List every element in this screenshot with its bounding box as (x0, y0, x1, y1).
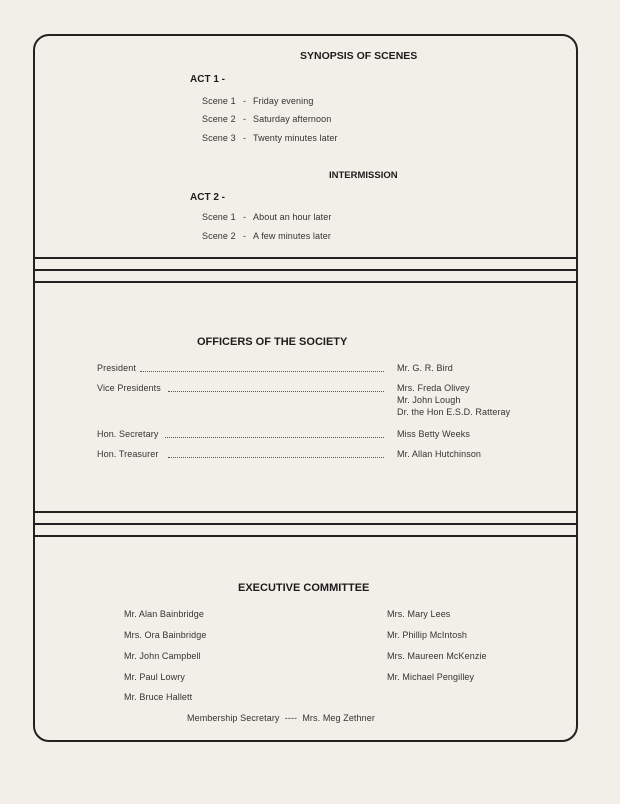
act1-scene2-label: Scene 2 (202, 114, 236, 124)
officer-role-treasurer: Hon. Treasurer (97, 449, 159, 459)
officer-name-vp1: Mrs. Freda Olivey (397, 383, 470, 393)
officer-name-vp3: Dr. the Hon E.S.D. Ratteray (397, 407, 511, 417)
divider-rule (33, 269, 578, 271)
dotted-leader (165, 437, 384, 438)
officer-name-secretary: Miss Betty Weeks (397, 429, 470, 439)
officers-title: OFFICERS OF THE SOCIETY (197, 336, 348, 348)
synopsis-title: SYNOPSIS OF SCENES (300, 50, 418, 62)
act1-scene3-desc: Twenty minutes later (253, 133, 338, 143)
committee-member: Mr. Bruce Hallett (124, 692, 193, 702)
divider-rule (33, 281, 578, 283)
committee-member: Mrs. Mary Lees (387, 609, 451, 619)
committee-title: EXECUTIVE COMMITTEE (238, 582, 370, 594)
intermission-label: INTERMISSION (329, 170, 398, 181)
committee-member: Mr. Alan Bainbridge (124, 609, 204, 619)
committee-member: Mr. John Campbell (124, 651, 201, 661)
act1-scene1-sep: - (243, 96, 247, 106)
act1-scene3-label: Scene 3 (202, 133, 236, 143)
officer-role-vice-presidents: Vice Presidents (97, 383, 161, 393)
act1-scene2-sep: - (243, 114, 247, 124)
committee-member: Mrs. Maureen McKenzie (387, 651, 487, 661)
act2-scene2-label: Scene 2 (202, 231, 236, 241)
divider-rule (33, 535, 578, 537)
act2-scene1-sep: - (243, 212, 247, 222)
officer-role-president: President (97, 363, 136, 373)
act2-scene2-sep: - (243, 231, 247, 241)
act2-scene1-desc: About an hour later (253, 212, 332, 222)
committee-member: Mr. Phillip McIntosh (387, 630, 468, 640)
committee-member: Mrs. Ora Bainbridge (124, 630, 207, 640)
act1-scene2-desc: Saturday afternoon (253, 114, 332, 124)
divider-rule (33, 511, 578, 513)
dotted-leader (168, 391, 384, 392)
act2-scene2-desc: A few minutes later (253, 231, 331, 241)
act2-scene1-label: Scene 1 (202, 212, 236, 222)
act1-label: ACT 1 - (190, 74, 225, 85)
officer-name-president: Mr. G. R. Bird (397, 363, 453, 373)
divider-rule (33, 523, 578, 525)
committee-member: Mr. Michael Pengilley (387, 672, 475, 682)
officer-name-vp2: Mr. John Lough (397, 395, 461, 405)
act1-scene1-desc: Friday evening (253, 96, 314, 106)
act2-label: ACT 2 - (190, 192, 225, 203)
membership-secretary: Membership Secretary ---- Mrs. Meg Zethner (187, 713, 375, 723)
officer-role-secretary: Hon. Secretary (97, 429, 159, 439)
act1-scene1-label: Scene 1 (202, 96, 236, 106)
committee-member: Mr. Paul Lowry (124, 672, 185, 682)
divider-rule (33, 257, 578, 259)
dotted-leader (140, 371, 384, 372)
officer-name-treasurer: Mr. Allan Hutchinson (397, 449, 482, 459)
act1-scene3-sep: - (243, 133, 247, 143)
dotted-leader (168, 457, 384, 458)
